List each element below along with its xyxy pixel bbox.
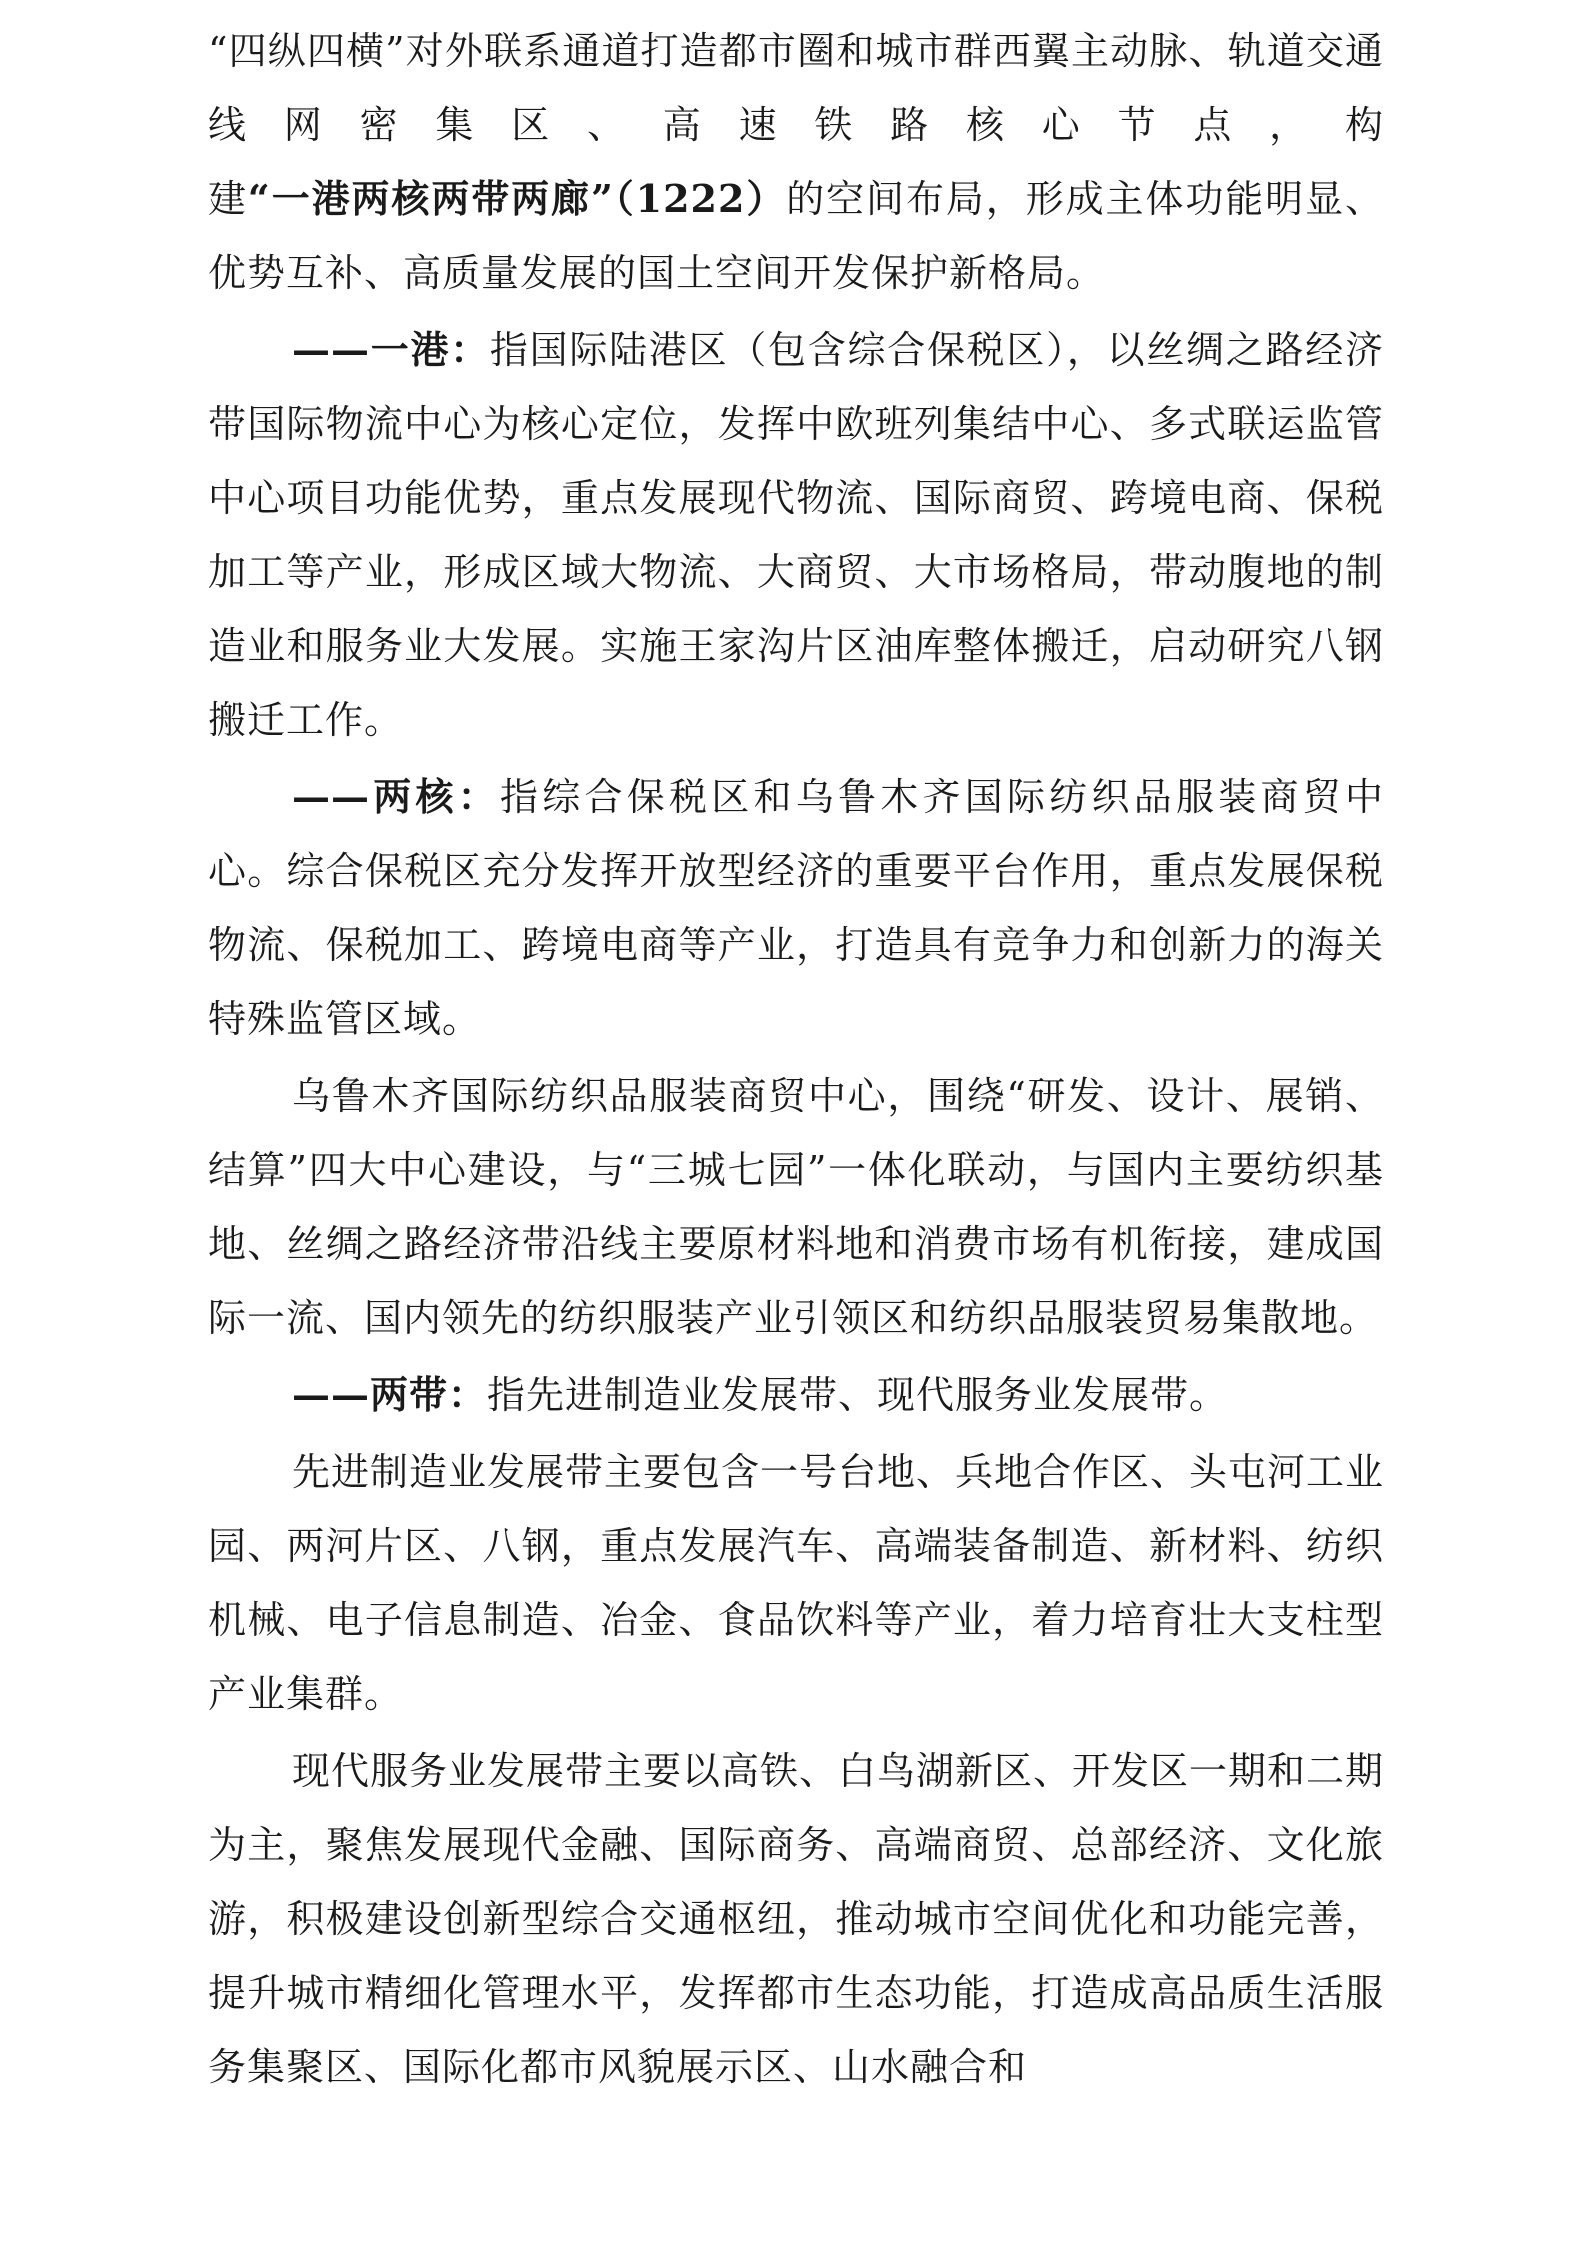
paragraph-textile-center <box>208 1059 1384 1355</box>
document-page <box>208 14 1384 2107</box>
section-lead: ——两带： <box>292 1372 488 1417</box>
paragraph-one-port <box>208 313 1384 757</box>
section-lead: ——两核： <box>292 774 500 819</box>
paragraph-text: 现代服务业发展带主要以高铁、白鸟湖新区、开发区一期和二期为主，聚焦发展现代金融、国际商务、高端商贸、总部经济、文化旅游，积极建设创新型综合交通枢纽，推动城市空间优化和功能完善，提升城市精细化管理水平，发挥都市生态功能，打造成高品质生活服务集聚区、国际化都市风貌展示区、山水融合和 <box>208 1749 1385 2089</box>
paragraph-service-belt <box>208 1734 1384 2104</box>
paragraph-manufacturing-belt <box>208 1435 1384 1731</box>
paragraph-intro <box>208 14 1384 310</box>
paragraph-text: 指国际陆港区（包含综合保税区），以丝绸之路经济带国际物流中心为核心定位，发挥中欧班列集结中心、多式联运监管中心项目功能优势，重点发展现代物流、国际商贸、跨境电商、保税加工等产业，形成区域大物流、大商贸、大市场格局，带动腹地的制造业和服务业大发展。实施王家沟片区油库整体搬迁，启动研究八钢搬迁工作。 <box>208 328 1384 742</box>
section-lead: ——一港： <box>292 327 490 372</box>
paragraph-text: 指先进制造业发展带、现代服务业发展带。 <box>487 1373 1229 1417</box>
paragraph-text: 的空间布局，形成主体功能明显、优势互补、高质量发展的国土空间开发保护新格局。 <box>208 177 1384 295</box>
paragraph-two-belts <box>208 1358 1384 1432</box>
paragraph-text: 指综合保税区和乌鲁木齐国际纺织品服装商贸中心。综合保税区充分发挥开放型经济的重要平台作用，重点发展保税物流、保税加工、跨境电商等产业，打造具有竞争力和创新力的海关特殊监管区域。 <box>208 775 1384 1041</box>
paragraph-text: 乌鲁木齐国际纺织品服装商贸中心，围绕“研发、设计、展销、结算”四大中心建设，与“三城七园”一体化联动，与国内主要纺织基地、丝绸之路经济带沿线主要原材料地和消费市场有机衔接，建成国际一流、国内领先的纺织服装产业引领区和纺织品服装贸易集散地。 <box>208 1074 1384 1340</box>
paragraph-text: “四纵四横”对外联系通道打造都市圈和城市群西翼主动脉、轨道交通线网密集区、高速铁路核心节点，构建 <box>208 29 1384 221</box>
paragraph-two-cores <box>208 760 1384 1056</box>
paragraph-text: 先进制造业发展带主要包含一号台地、兵地合作区、头屯河工业园、两河片区、八钢，重点发展汽车、高端装备制造、新材料、纺织机械、电子信息制造、冶金、食品饮料等产业，着力培育壮大支柱型产业集群。 <box>208 1450 1385 1716</box>
layout-term: “一港两核两带两廊”（1222） <box>247 176 787 221</box>
